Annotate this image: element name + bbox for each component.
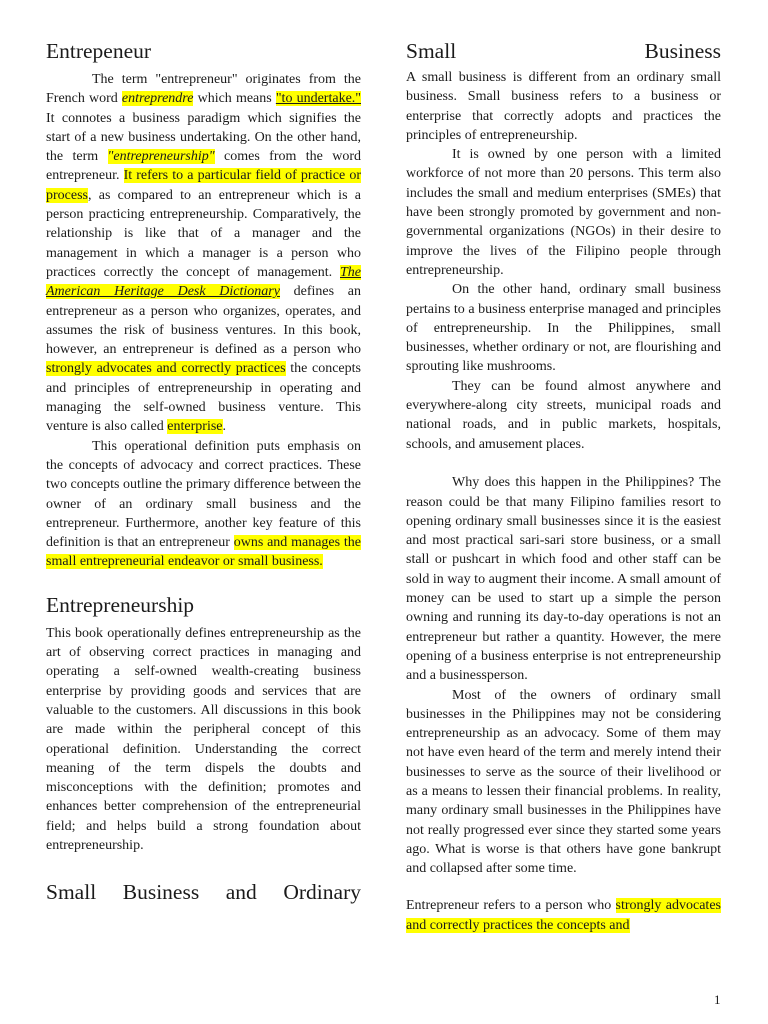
paragraph-entrepreneur-refers [406, 896, 721, 935]
text: comes from the word entrepreneur. [46, 149, 361, 184]
highlight-to-undertake: "to undertake." [275, 91, 361, 107]
text: which means [193, 91, 276, 107]
paragraph-owned-by-one-person: It is owned by one person with a limited workforce of not more than 20 persons. This term also includes the small and medium enterprises (SMEs) that have been strongly promoted by government and non-governmental organizations (NGOs) in their desire to improve the lives of the Filipino people through entrepreneurship. [406, 147, 721, 278]
heading-entrepreneurship: Entrepreneurship [46, 592, 195, 617]
highlight-entreprendre: entreprendre [121, 91, 194, 107]
text: . [222, 419, 226, 435]
text: This operational definition puts emphasis on the concepts of advocacy and correct practices. These two concepts outline the primary difference between the owner of an ordinary small business and the entrepreneur. Furthermore, another key feature of this definition is that an entrepreneur [46, 438, 362, 551]
text: It connotes a business paradigm which signifies the start of a new business undertaking. On the other hand, the term [46, 110, 361, 165]
paragraph-entrepreneur-origin [46, 70, 361, 437]
text: defines an entrepreneur as a person who organizes, operates, and assumes the risk of business ventures. In this book, however, an entrepreneur is defined as a person who [46, 284, 361, 358]
paragraph-owners-advocacy: Most of the owners of ordinary small businesses in the Philippines may not be considering entrepreneurship as an advocacy. Some of them may not have even heard of the term and merely intend their businesses to serve as the source of their livelihood or as a means to lessen their financial problems. In reality, many ordinary small businesses in the Philippines have not really progressed ever since they started some years ago. What is worse is that others have gone bankrupt and collapsed after some time. [406, 687, 721, 877]
text: The term "entrepreneur" originates from the French word [46, 72, 361, 107]
heading-small-business-and-ordinary: Small Business and Ordinary [46, 880, 361, 905]
text: Entrepreneur refers to a person who [406, 898, 616, 914]
highlight-owns-and-manages: owns and manages the small entrepreneurial endeavor or small business. [46, 535, 361, 570]
highlight-field-of-practice: It refers to a particular field of practice or process [46, 168, 361, 203]
page-number: 1 [714, 992, 721, 1007]
paragraph-small-business-definition: A small business is different from an ordinary small business. Small business refers to a business or enterprise that correctly adopts and practices the principles of entrepreneurship. [406, 70, 721, 143]
text: the concepts and principles of entrepreneurship in operating and managing the self-owned business venture. This venture is also called [46, 361, 361, 435]
paragraph-ordinary-small-business: On the other hand, ordinary small business pertains to a business enterprise managed and principles of entrepreneurship. In the Philippines, small businesses, whether ordinary or not, are flourishing and sprouting like mushrooms. [406, 282, 721, 375]
heading-small-business: Small Business [406, 39, 721, 63]
heading-entrepeneur: Entrepeneur [46, 39, 152, 63]
highlight-strongly-advocates: strongly advocates and correctly practices [46, 361, 286, 377]
highlight-dictionary-title: The American Heritage Desk Dictionary [46, 264, 361, 300]
paragraph-found-everywhere: They can be found almost anywhere and everywhere-along city streets, municipal roads and national roads, and in public markets, hospitals, schools, and amusement places. [406, 378, 721, 452]
paragraph-why-philippines: Why does this happen in the Philippines? The reason could be that many Filipino families resort to opening ordinary small businesses since it is the easiest and most practical sari-sari store business, or a small stall or pushcart in which food and other staff can be sold in way to augment their income. A small amount of money can be used to start up a simple the person owning and running its day-to-day operations is not an entrepreneur but rather a quantity. However, the mere opening of a business enterprise is not entrepreneurship and a businessperson. [406, 475, 721, 684]
highlight-strongly-advocates-2: strongly advocates and correctly practices the concepts and [406, 898, 721, 933]
paragraph-operational-definition [46, 437, 361, 572]
paragraph-entrepreneurship-definition: This book operationally defines entrepreneurship as the art of observing correct practices in managing and operating a self-owned wealth-creating business enterprise by providing goods and services that are valuable to the customers. All discussions in this book are made within the peripheral concept of this operational definition. Understanding the correct meaning of the term dispels the doubts and misconceptions with the definition; promotes and enhances better comprehension of the entrepreneurial field; and helps build a strong foundation about entrepreneurship. [46, 625, 361, 853]
text: , as compared to an entrepreneur which is a person practicing entrepreneurship. Comparatively, the relationship is like that of a manager and the management in which a manager is a person who practices correctly the concept of management. [46, 187, 361, 280]
right-column [406, 38, 721, 935]
left-column [46, 38, 361, 905]
highlight-enterprise: enterprise [167, 419, 223, 435]
highlight-entrepreneurship-term: "entrepreneurship" [107, 149, 215, 165]
